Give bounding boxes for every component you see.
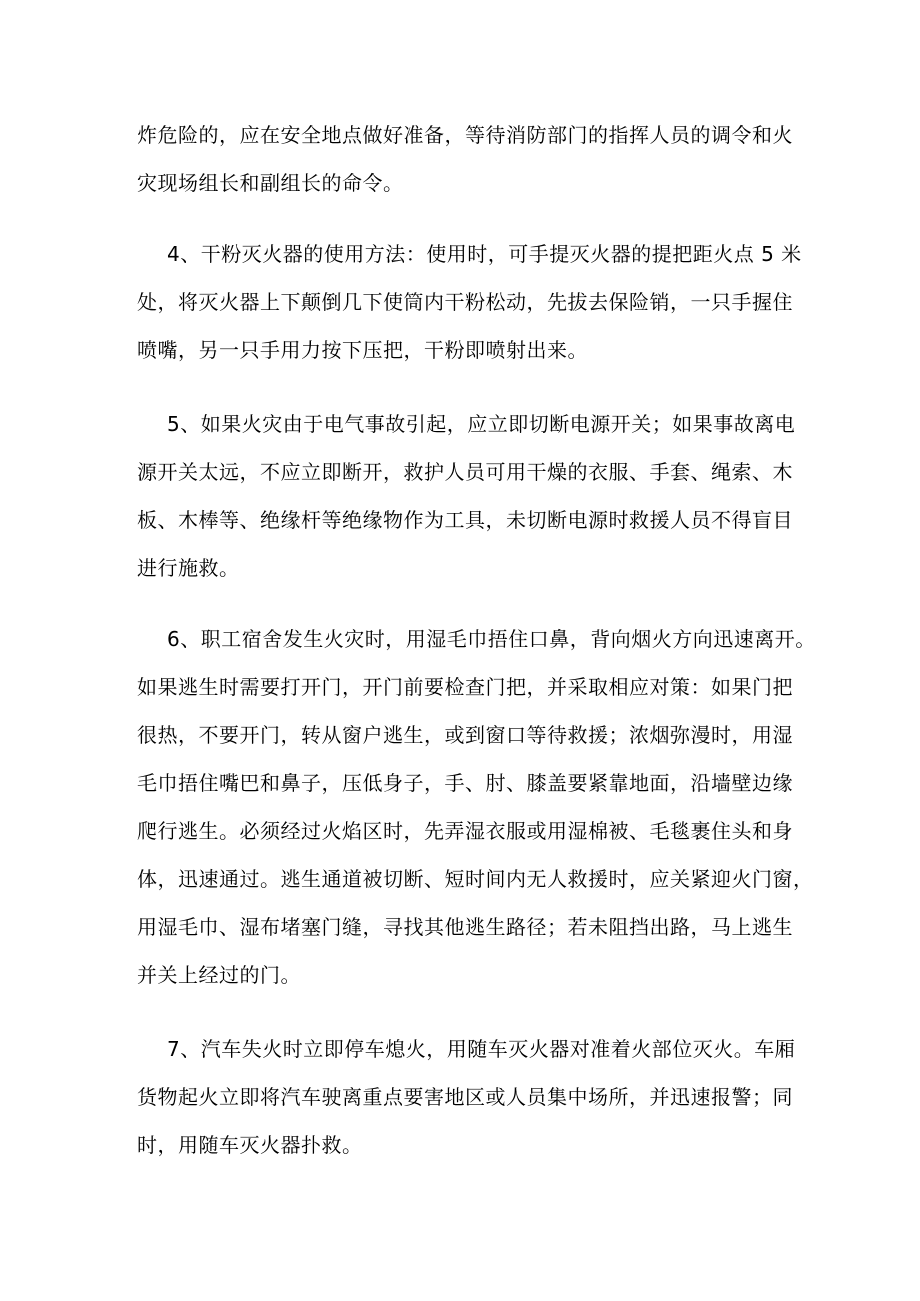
text-line: 炸危险的，应在安全地点做好准备，等待消防部门的指挥人员的调令和火 <box>137 123 793 147</box>
paragraph-continuation <box>137 111 797 207</box>
paragraph-item-7 <box>137 1025 797 1169</box>
text-line: 4、干粉灭火器的使用方法：使用时，可手提灭火器的提把距火点 5 米 <box>167 242 802 266</box>
text-line: 毛巾捂住嘴巴和鼻子，压低身子，手、肘、膝盖要紧靠地面，沿墙壁边缘 <box>137 771 793 795</box>
text-line: 板、木棒等、绝缘杆等绝缘物作为工具，未切断电源时救援人员不得盲目 <box>137 508 793 532</box>
text-line: 时，用随车灭火器扑救。 <box>137 1133 363 1157</box>
text-line: 喷嘴，另一只手用力按下压把，干粉即喷射出来。 <box>137 338 588 362</box>
text-line: 灾现场组长和副组长的命令。 <box>137 171 404 195</box>
text-line: 体，迅速通过。逃生通道被切断、短时间内无人救援时，应关紧迎火门窗， <box>137 867 814 891</box>
text-line: 很热，不要开门，转从窗户逃生，或到窗口等待救援；浓烟弥漫时，用湿 <box>137 723 793 747</box>
text-line: 处，将灭火器上下颠倒几下使筒内干粉松动，先拔去保险销，一只手握住 <box>137 290 793 314</box>
text-line: 货物起火立即将汽车驶离重点要害地区或人员集中场所，并迅速报警；同 <box>137 1085 793 1109</box>
text-line: 并关上经过的门。 <box>137 963 301 987</box>
paragraph-item-4 <box>137 230 802 374</box>
text-line: 如果逃生时需要打开门，开门前要检查门把，并采取相应对策：如果门把 <box>137 675 793 699</box>
paragraph-item-5 <box>137 400 797 592</box>
text-line: 进行施救。 <box>137 556 240 580</box>
paragraph-item-6 <box>137 615 816 999</box>
text-line: 6、职工宿舍发生火灾时，用湿毛巾捂住口鼻，背向烟火方向迅速离开。 <box>167 627 816 651</box>
text-line: 源开关太远，不应立即断开，救护人员可用干燥的衣服、手套、绳索、木 <box>137 460 793 484</box>
text-line: 用湿毛巾、湿布堵塞门缝，寻找其他逃生路径；若未阻挡出路，马上逃生 <box>137 915 793 939</box>
text-line: 爬行逃生。必须经过火焰区时，先弄湿衣服或用湿棉被、毛毯裹住头和身 <box>137 819 793 843</box>
text-line: 7、汽车失火时立即停车熄火，用随车灭火器对准着火部位灭火。车厢 <box>167 1037 796 1061</box>
text-line: 5、如果火灾由于电气事故引起，应立即切断电源开关；如果事故离电 <box>167 412 796 436</box>
